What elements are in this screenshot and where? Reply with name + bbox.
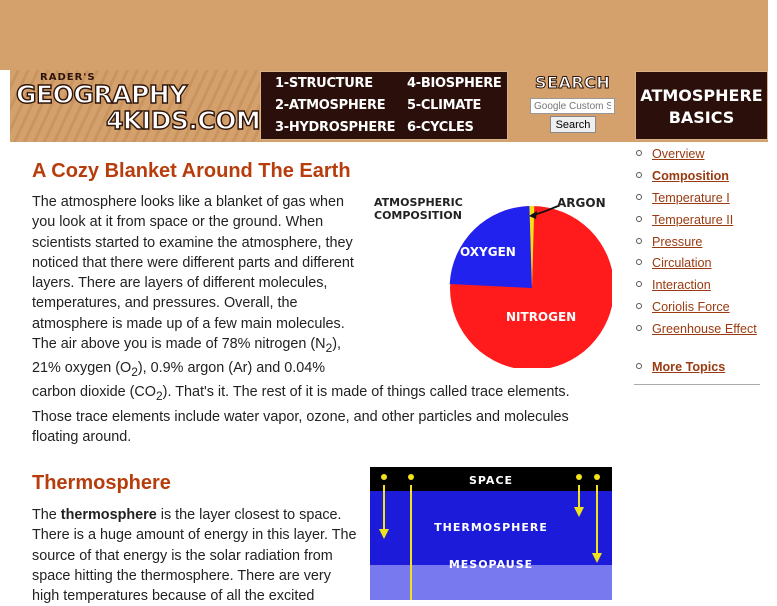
nav-biosphere[interactable]: 4-BIOSPHERE bbox=[407, 76, 502, 91]
nitrogen-label: NITROGEN bbox=[506, 310, 577, 324]
more-topics-link[interactable]: More Topics bbox=[652, 360, 726, 375]
space-label: SPACE bbox=[468, 474, 514, 487]
sidebar-item-circulation bbox=[634, 254, 760, 276]
thermosphere-heading: Thermosphere bbox=[32, 472, 171, 494]
oxygen-label: OXYGEN bbox=[460, 245, 516, 259]
sidebar-item-coriolis-force bbox=[634, 298, 760, 320]
section-badge-line1: ATMOSPHERE bbox=[640, 86, 763, 105]
sidebar-item-interaction bbox=[634, 276, 760, 298]
thermo-text-b: is the layer closest to space. There is a huge amount of energy in this layer. The source of that energy is the solar radiation from space hitting the thermosphere. There are very high temperatures because of all the excited bbox=[32, 507, 357, 605]
thermosphere-label: THERMOSPHERE bbox=[434, 521, 548, 534]
intro-paragraph bbox=[32, 192, 612, 447]
sidebar bbox=[634, 145, 760, 385]
sidebar-link-overview[interactable]: Overview bbox=[652, 147, 705, 161]
site-logo-domain[interactable]: 4KIDS.COM bbox=[106, 106, 261, 135]
mesopause-label: MESOPAUSE bbox=[448, 558, 534, 571]
argon-label: ARGON bbox=[557, 196, 606, 210]
nav-atmosphere[interactable]: 2-ATMOSPHERE bbox=[275, 98, 386, 113]
main-content bbox=[32, 160, 612, 447]
sidebar-item-greenhouse-effect bbox=[634, 320, 760, 342]
o2-subscript: 2 bbox=[131, 365, 138, 380]
intro-text-d: ). That's it. The rest of it is made of things called trace elements. Those trace elements include water vapor, ozone, and other particles and molecules floating around. bbox=[32, 384, 570, 445]
sidebar-link-greenhouse-effect[interactable]: Greenhouse Effect bbox=[652, 322, 757, 337]
sidebar-link-circulation[interactable]: Circulation bbox=[652, 256, 712, 271]
page-title: A Cozy Blanket Around The Earth bbox=[32, 160, 351, 182]
logo-raders-text: RADER'S bbox=[40, 72, 96, 83]
top-banner bbox=[0, 0, 768, 70]
intro-text-a: The atmosphere looks like a blanket of gas when you look at it from space or the ground. When scientists started to examine the atmosphere, they noticed that there were different parts and different layers. There are layers of different molecules, temperatures, and pressures. Overall, the atmosphere is made up of a few main molecules. The air above you is made of 78% nitrogen (N bbox=[32, 194, 354, 353]
co2-subscript: 2 bbox=[155, 389, 163, 404]
sidebar-link-temperature-1[interactable]: Temperature I bbox=[652, 190, 730, 205]
sidebar-link-composition[interactable]: Composition bbox=[652, 168, 729, 183]
sidebar-item-overview bbox=[634, 145, 760, 167]
more-topics-item bbox=[634, 358, 760, 376]
sidebar-link-interaction[interactable]: Interaction bbox=[652, 278, 711, 293]
chart-title-line1: ATMOSPHERIC bbox=[374, 196, 463, 209]
topic-list bbox=[634, 145, 760, 342]
sidebar-item-composition bbox=[634, 167, 760, 189]
nav-hydrosphere[interactable]: 3-HYDROSPHERE bbox=[275, 120, 396, 135]
sidebar-item-temperature-2 bbox=[634, 211, 760, 233]
sidebar-link-coriolis-force[interactable]: Coriolis Force bbox=[652, 300, 730, 315]
thermo-text-a: The bbox=[32, 507, 61, 523]
site-logo[interactable]: GEOGRAPHY bbox=[16, 80, 187, 109]
search-button[interactable]: Search bbox=[550, 116, 596, 133]
n2-subscript: 2 bbox=[325, 340, 333, 355]
thermo-bold-term: thermosphere bbox=[60, 507, 157, 523]
sidebar-divider bbox=[634, 384, 760, 385]
nav-structure[interactable]: 1-STRUCTURE bbox=[275, 76, 373, 91]
intro-text-c: ), 0.9% argon (Ar) and 0.04% carbon dioxide (CO bbox=[32, 360, 326, 401]
nav-cycles[interactable]: 6-CYCLES bbox=[407, 120, 474, 135]
section-badge bbox=[635, 71, 768, 140]
chart-title-line2: COMPOSITION bbox=[374, 209, 462, 222]
intro-text-b: ), 21% oxygen (O bbox=[32, 336, 342, 377]
section-badge-line2: BASICS bbox=[668, 108, 735, 127]
nav-climate[interactable]: 5-CLIMATE bbox=[407, 98, 482, 113]
composition-chart bbox=[372, 192, 612, 368]
sidebar-item-temperature-1 bbox=[634, 189, 760, 211]
thermosphere-paragraph bbox=[32, 505, 362, 606]
topic-nav bbox=[260, 71, 508, 140]
thermosphere-diagram bbox=[370, 467, 612, 600]
sidebar-link-temperature-2[interactable]: Temperature II bbox=[652, 212, 734, 227]
sidebar-item-pressure bbox=[634, 233, 760, 255]
site-header bbox=[10, 70, 768, 142]
search-input[interactable] bbox=[530, 98, 615, 114]
sidebar-link-pressure[interactable]: Pressure bbox=[652, 234, 703, 249]
search-title: SEARCH bbox=[535, 73, 611, 92]
